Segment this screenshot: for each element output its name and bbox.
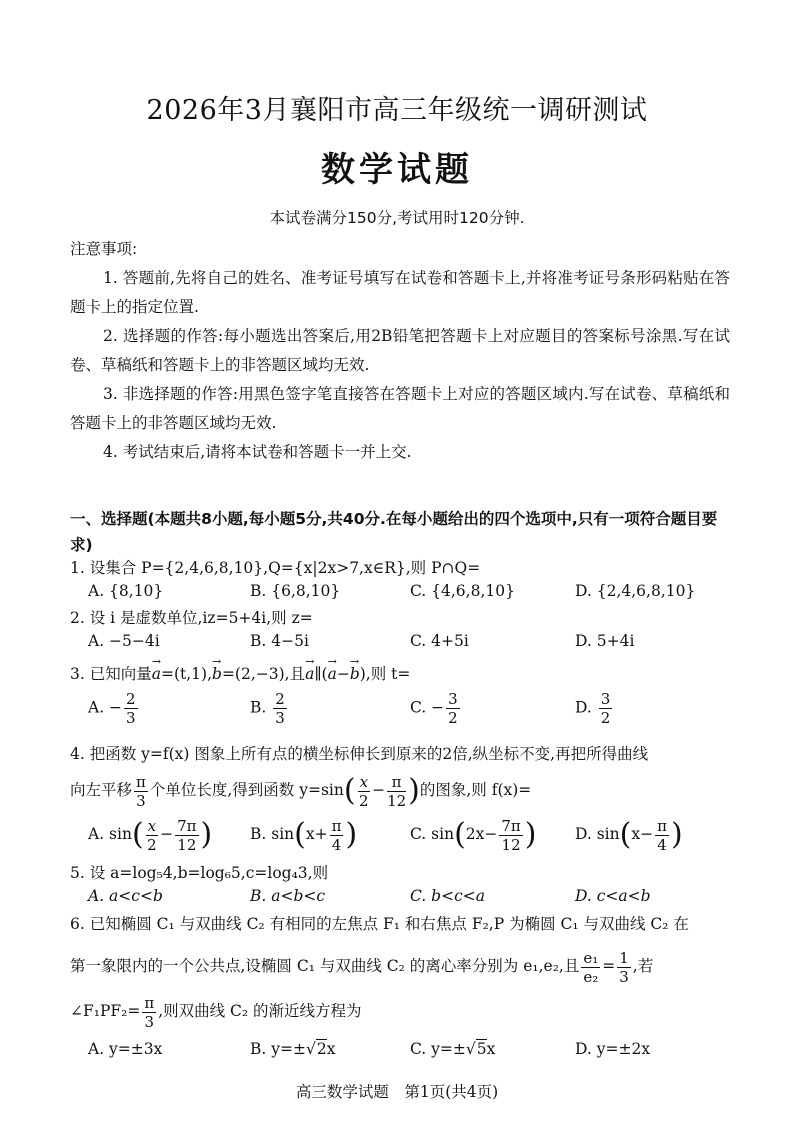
question-6-line-3: ∠F₁PF₂= $\frac{\pi}{3}$ ,则双曲线 C₂ 的渐近线方程为: [70, 993, 362, 1031]
question-6-options: [70, 1040, 740, 1066]
subject-title: 数学试题: [321, 150, 473, 190]
vector-a: → a: [152, 663, 161, 685]
section-heading: 一、选择题(本题共8小题,每小题5分,共40分.在每小题给出的四个选项中,只有一项符合题目要求): [70, 510, 718, 554]
exam-title: 2026年3月襄阳市高三年级统一调研测试: [146, 95, 648, 126]
option-d: D. 5+4i: [575, 632, 635, 650]
question-4-line-2: 向左平移 $\frac{\pi}{3}$ 个单位长度,得到函数 y=sin( $\frac{x}{2}$ − $\frac{\pi}{12}$ )的图象,则 f(x)=: [70, 772, 532, 810]
option-b: B. y=±√2x: [250, 1040, 336, 1058]
page-footer: 高三数学试题 第1页(共4页): [295, 1083, 499, 1101]
option-d: D. $\frac{3}{2}$: [575, 690, 611, 727]
option-a: A. sin( $\frac{x}{2}$ − $\frac{7\pi}{12}$ ): [88, 816, 213, 854]
notes-heading: 注意事项:: [70, 240, 138, 258]
question-5: 5. 设 a=log₅4,b=log₆5,c=log₄3,则: [70, 864, 329, 882]
option-a: A. a<c<b: [88, 887, 163, 905]
question-3-options: [70, 690, 740, 734]
note-2: 2. 选择题的作答:每小题选出答案后,用2B铅笔把答题卡上对应题目的答案标号涂黑.写在试卷、草稿纸和答题卡上的非答题区域均无效.: [70, 327, 730, 374]
option-b: B. sin(x+ $\frac{\pi}{4}$ ): [250, 816, 358, 854]
option-c: C. {4,6,8,10}: [410, 582, 515, 600]
option-d: D. c<a<b: [575, 887, 651, 905]
option-a: A. − $\frac{2}{3}$: [88, 690, 136, 727]
question-1-options: [70, 582, 740, 608]
option-c: C. sin(2x− $\frac{7\pi}{12}$ ): [410, 816, 537, 854]
vector-b: → b: [212, 663, 222, 685]
option-b: B. $\frac{2}{3}$: [250, 690, 285, 727]
question-3: 3. 已知向量→ a=(t,1),→ b=(2,−3),且→ a∥(→ a−→ b),则 t=: [70, 663, 740, 685]
note-3: 3. 非选择题的作答:用黑色签字笔直接答在答题卡上对应的答题区域内.写在试卷、草稿纸和答题卡上的非答题区域均无效.: [70, 385, 730, 432]
option-c: C. b<c<a: [410, 887, 485, 905]
option-a: A. {8,10}: [88, 582, 164, 600]
option-b: B. a<b<c: [250, 887, 326, 905]
question-2-options: [70, 632, 740, 658]
note-4: 4. 考试结束后,请将本试卷和答题卡一并上交.: [103, 443, 412, 461]
note-1: 1. 答题前,先将自己的姓名、准考证号填写在试卷和答题卡上,并将准考证号条形码粘贴在答题卡上的指定位置.: [70, 269, 730, 316]
option-c: C. y=±√5x: [410, 1040, 496, 1058]
question-2: 2. 设 i 是虚数单位,iz=5+4i,则 z=: [70, 609, 313, 627]
exam-intro: 本试卷满分150分,考试用时120分钟.: [269, 209, 525, 227]
option-b: B. {6,8,10}: [250, 582, 341, 600]
option-a: A. −5−4i: [88, 632, 160, 650]
option-a: A. y=±3x: [88, 1040, 163, 1058]
option-d: D. sin(x− $\frac{\pi}{4}$ ): [575, 816, 683, 854]
question-5-options: [70, 887, 740, 913]
question-1: 1. 设集合 P={2,4,6,8,10},Q={x|2x>7,x∈R},则 P∩Q=: [70, 559, 481, 577]
option-b: B. 4−5i: [250, 632, 309, 650]
question-4-options: [70, 814, 740, 858]
option-c: C. 4+5i: [410, 632, 469, 650]
option-c: C. − $\frac{3}{2}$: [410, 690, 458, 727]
question-6-line-2: 第一象限内的一个公共点,设椭圆 C₁ 与双曲线 C₂ 的离心率分别为 e₁,e₂,且 $\frac{\text{e₁}}{\text{e₂}}$ = $\frac{1}{3}$ ,若: [70, 948, 654, 986]
option-d: D. {2,4,6,8,10}: [575, 582, 696, 600]
option-d: D. y=±2x: [575, 1040, 651, 1058]
question-4-line-1: 4. 把函数 y=f(x) 图象上所有点的横坐标伸长到原来的2倍,纵坐标不变,再把所得曲线: [70, 745, 649, 763]
question-6-line-1: 6. 已知椭圆 C₁ 与双曲线 C₂ 有相同的左焦点 F₁ 和右焦点 F₂,P 为椭圆 C₁ 与双曲线 C₂ 在: [70, 915, 689, 933]
